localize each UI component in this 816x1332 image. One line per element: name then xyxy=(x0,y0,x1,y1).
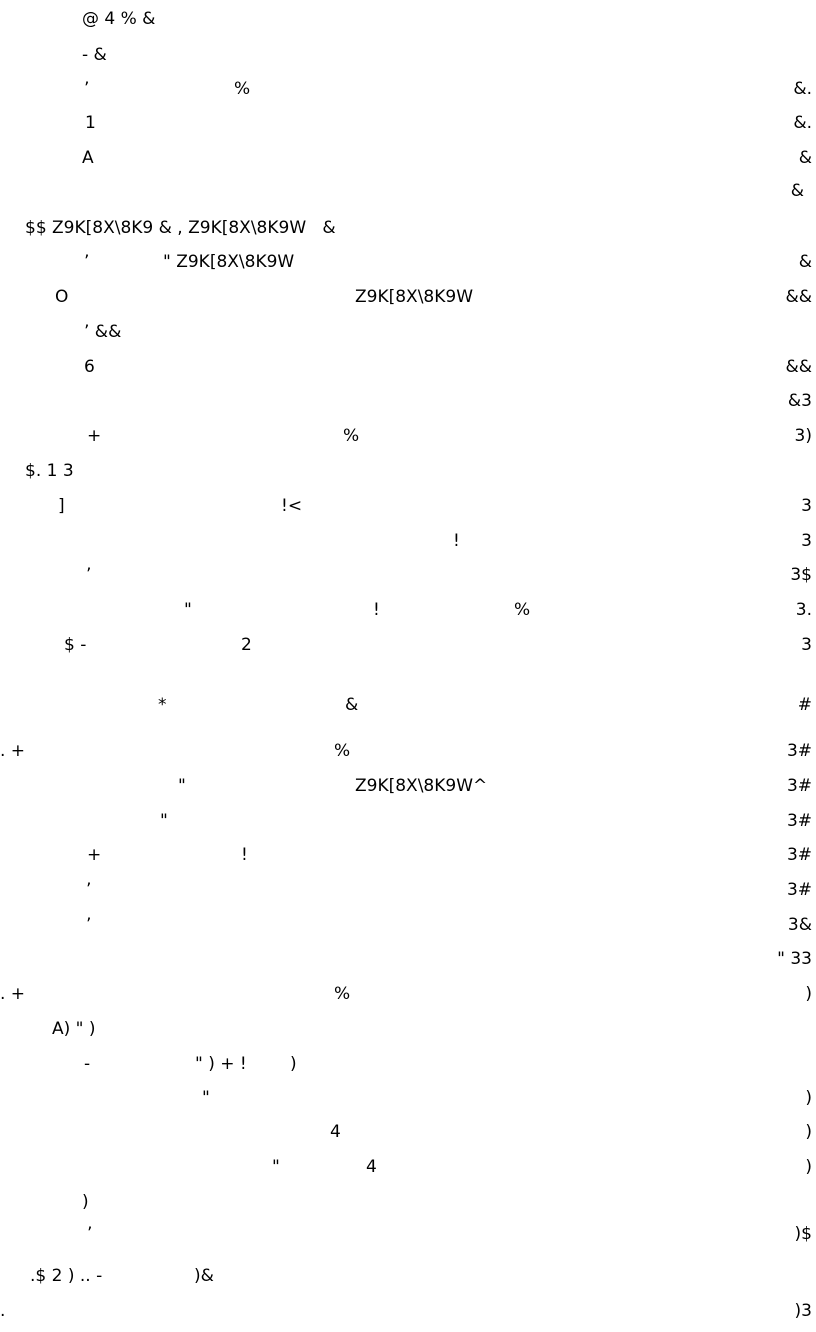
toc-line-17 xyxy=(0,560,816,590)
toc-text: ) xyxy=(82,1192,89,1212)
toc-line-27 xyxy=(0,944,816,974)
page-number: 3# xyxy=(786,776,812,796)
toc-text: ) xyxy=(290,1054,297,1074)
toc-line-12 xyxy=(0,386,816,416)
toc-line-8 xyxy=(0,247,816,277)
toc-text: ’ xyxy=(86,915,92,935)
toc-text: ’ && xyxy=(84,322,122,342)
toc-line-1 xyxy=(0,4,816,34)
toc-line-35 xyxy=(0,1219,816,1249)
toc-text: O xyxy=(55,287,69,307)
toc-line-10 xyxy=(0,317,816,347)
toc-line-20 xyxy=(0,690,816,720)
toc-text: % xyxy=(334,741,351,761)
toc-text: " xyxy=(184,600,192,620)
toc-text: . xyxy=(0,1301,6,1321)
page-number: # xyxy=(797,695,812,715)
toc-line-19 xyxy=(0,630,816,660)
page-number: 3# xyxy=(786,880,812,900)
page-number: &. xyxy=(793,79,812,99)
toc-text: ! xyxy=(373,600,380,620)
toc-text: . + xyxy=(0,984,26,1004)
page-number: )$ xyxy=(794,1224,812,1244)
toc-text: @ 4 % & xyxy=(82,9,156,29)
toc-line-9 xyxy=(0,282,816,312)
toc-line-33 xyxy=(0,1152,816,1182)
page-number: & xyxy=(798,252,812,272)
page-number: 3 xyxy=(801,496,812,516)
toc-text: $ - xyxy=(64,635,87,655)
page-number: ) xyxy=(805,984,812,1004)
toc-text: ! xyxy=(453,531,460,551)
toc-line-6 xyxy=(0,176,816,206)
toc-text: " xyxy=(160,811,168,831)
page-number: &3 xyxy=(787,391,812,411)
page-number: ) xyxy=(805,1157,812,1177)
toc-line-11 xyxy=(0,352,816,382)
toc-text: 4 xyxy=(366,1157,377,1177)
toc-text: " Z9K[8X\8K9W xyxy=(163,252,295,272)
toc-line-32 xyxy=(0,1117,816,1147)
toc-text: + xyxy=(87,426,102,446)
toc-text: !< xyxy=(281,496,303,516)
toc-line-24 xyxy=(0,840,816,870)
toc-text: . + xyxy=(0,741,26,761)
toc-line-23 xyxy=(0,806,816,836)
page-number: && xyxy=(785,357,812,377)
toc-text: - & xyxy=(82,45,107,65)
toc-line-37 xyxy=(0,1296,816,1326)
page-number: ) xyxy=(805,1122,812,1142)
page-number: 3# xyxy=(786,741,812,761)
toc-text: ’ xyxy=(86,565,92,585)
toc-line-29 xyxy=(0,1014,816,1044)
page-number: & xyxy=(790,181,804,201)
toc-text: * xyxy=(158,695,167,715)
page-number: 3# xyxy=(786,845,812,865)
toc-line-3 xyxy=(0,74,816,104)
page-number: 3 xyxy=(801,531,812,551)
toc-text: $$ Z9K[8X\8K9 & , Z9K[8X\8K9W & xyxy=(25,218,336,238)
toc-text: ’ xyxy=(84,252,90,272)
toc-text: & xyxy=(345,695,359,715)
page-number: & xyxy=(798,148,812,168)
toc-text: 2 xyxy=(241,635,252,655)
page-number: && xyxy=(785,287,812,307)
page-number: &. xyxy=(793,113,812,133)
toc-text: 4 xyxy=(330,1122,341,1142)
toc-line-16 xyxy=(0,526,816,556)
toc-text: ’ xyxy=(87,1224,93,1244)
toc-text: ’ xyxy=(84,79,90,99)
toc-line-5 xyxy=(0,143,816,173)
toc-text: Z9K[8X\8K9W xyxy=(355,287,474,307)
toc-line-15 xyxy=(0,491,816,521)
page-number: " 33 xyxy=(777,949,812,969)
toc-text: % xyxy=(234,79,251,99)
toc-line-26 xyxy=(0,910,816,940)
toc-text: " xyxy=(202,1088,210,1108)
page-number: 3# xyxy=(786,811,812,831)
toc-text: - xyxy=(84,1054,91,1074)
toc-line-21 xyxy=(0,736,816,766)
page-number: 3& xyxy=(787,915,812,935)
toc-line-28 xyxy=(0,979,816,1009)
page-number: 3) xyxy=(794,426,812,446)
toc-text: )& xyxy=(194,1266,214,1286)
toc-text: A) " ) xyxy=(52,1019,96,1039)
toc-text: " xyxy=(178,776,186,796)
toc-text: A xyxy=(82,148,94,168)
toc-line-4 xyxy=(0,108,816,138)
toc-line-34 xyxy=(0,1187,816,1217)
page-number: 3. xyxy=(795,600,812,620)
toc-line-36 xyxy=(0,1261,816,1291)
toc-text: ’ xyxy=(86,880,92,900)
toc-line-7 xyxy=(0,213,816,243)
toc-line-2 xyxy=(0,40,816,70)
toc-line-25 xyxy=(0,875,816,905)
page-number: )3 xyxy=(794,1301,812,1321)
toc-text: ] xyxy=(58,496,65,516)
toc-line-30 xyxy=(0,1049,816,1079)
toc-line-22 xyxy=(0,771,816,801)
toc-text: ! xyxy=(241,845,248,865)
toc-line-13 xyxy=(0,421,816,451)
toc-text: .$ 2 ) .. - xyxy=(30,1266,103,1286)
toc-text: $. 1 3 xyxy=(25,461,74,481)
toc-text: " xyxy=(272,1157,280,1177)
toc-text: 6 xyxy=(84,357,95,377)
toc-text: + xyxy=(87,845,102,865)
page-number: 3$ xyxy=(790,565,812,585)
toc-text: % xyxy=(334,984,351,1004)
page-number: 3 xyxy=(801,635,812,655)
toc-text: " ) + ! xyxy=(195,1054,247,1074)
toc-text: % xyxy=(343,426,360,446)
toc-line-31 xyxy=(0,1083,816,1113)
toc-text: Z9K[8X\8K9W^ xyxy=(355,776,488,796)
toc-line-14 xyxy=(0,456,816,486)
toc-line-18 xyxy=(0,595,816,625)
toc-text: % xyxy=(514,600,531,620)
toc-text: 1 xyxy=(85,113,96,133)
page-number: ) xyxy=(805,1088,812,1108)
